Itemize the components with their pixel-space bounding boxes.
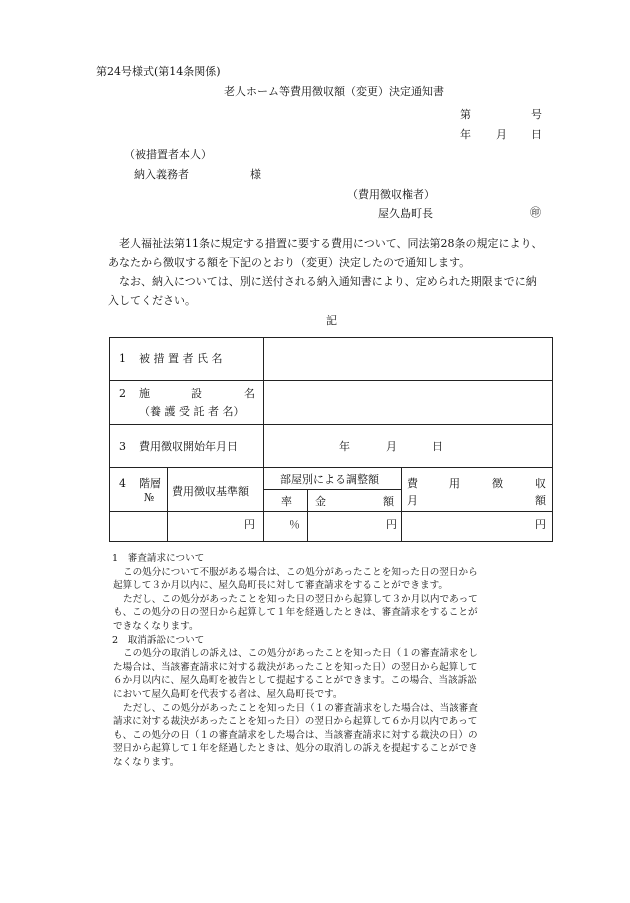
note1-title: 1 審査請求について bbox=[112, 553, 205, 564]
row4-monthly-shuu: 収 bbox=[535, 477, 546, 490]
body-para2-line2: 入してください。 bbox=[108, 294, 196, 307]
note2-line: た場合は、当該審査請求に対する裁決があったことを知った日）の翌日から起算して bbox=[113, 661, 478, 673]
row4-adjust-label: 部屋別による調整額 bbox=[280, 473, 379, 486]
body-para1-line2: あなたから徴収する額を下記のとおり（変更）決定したので通知します。 bbox=[108, 256, 471, 269]
note1-line: できなくなります。 bbox=[113, 620, 199, 632]
note2-line: において屋久島町を代表する者は、屋久島町長です。 bbox=[113, 688, 343, 700]
row4-monthly-chou: 徴 bbox=[492, 477, 503, 490]
document-title: 老人ホーム等費用徴収額（変更）決定通知書 bbox=[224, 85, 444, 98]
note2-title: 2 取消訴訟について bbox=[112, 634, 205, 646]
row4-floor-label: 階層 bbox=[139, 477, 161, 490]
note2-line: ただし、この処分があったことを知った日（１の審査請求をした場合は、当該審査 bbox=[123, 702, 478, 714]
honorific-sama: 様 bbox=[250, 168, 261, 181]
note2-line: なくなります。 bbox=[113, 756, 180, 768]
number-label-dai: 第 bbox=[460, 108, 471, 121]
row4-number: 4 bbox=[119, 477, 126, 490]
unit-percent: ％ bbox=[289, 518, 300, 531]
recipient-group-label: （被措置者本人） bbox=[124, 148, 212, 161]
row3-label: 費用徴収開始年月日 bbox=[139, 440, 238, 453]
unit-yen-monthly: 円 bbox=[535, 518, 546, 531]
note2-line: この処分の取消しの訴えは、この処分があったことを知った日（１の審査請求をし bbox=[123, 648, 478, 660]
note1-line: も、この処分の日の翌日から起算して１年を経過したときは、審査請求をすることが bbox=[113, 607, 478, 619]
note2-line: 翌日から起算して１年を経過したときは、処分の取消しの訴えを提起することができ bbox=[113, 743, 478, 755]
row1-number: 1 bbox=[119, 352, 126, 365]
form-number: 第24号様式(第14条関係) bbox=[96, 65, 221, 78]
row2-number: 2 bbox=[119, 387, 126, 400]
row4-monthly-hi: 費 bbox=[407, 477, 418, 490]
row4-monthly-gaku: 額 bbox=[535, 494, 546, 507]
note2-line: も、この処分の日（１の審査請求をした場合は、当該審査請求に対する裁決の日）の bbox=[113, 729, 478, 741]
row2-label-mei: 名 bbox=[244, 387, 255, 400]
row4-no-label: № bbox=[144, 491, 155, 504]
body-para2-line1: なお、納入については、別に送付される納入通知書により、定められた期限までに納 bbox=[119, 275, 537, 288]
row4-monthly-you: 用 bbox=[449, 477, 460, 490]
row4-monthly-tsuki: 月 bbox=[407, 494, 418, 507]
row3-day: 日 bbox=[432, 440, 443, 453]
date-day-label: 日 bbox=[531, 128, 542, 141]
note2-line: 請求に対する裁決があったことを知った日）の翌日から起算して６か月以内であって bbox=[113, 716, 478, 728]
row4-base-label: 費用徴収基準額 bbox=[172, 485, 249, 498]
row2-label-setsu: 設 bbox=[191, 387, 202, 400]
row4-amount-kin: 金 bbox=[315, 495, 326, 508]
date-year-label: 年 bbox=[460, 128, 471, 141]
issuer-name: 屋久島町長 bbox=[378, 207, 433, 220]
row3-year: 年 bbox=[339, 440, 350, 453]
seal-mark: ㊞ bbox=[530, 206, 541, 219]
note1-line: ただし、この処分があったことを知った日の翌日から起算して３か月以内であって bbox=[123, 593, 478, 605]
row2-label-shi: 施 bbox=[139, 387, 150, 400]
unit-yen-adjust: 円 bbox=[386, 518, 397, 531]
notes-section bbox=[103, 552, 563, 770]
number-label-go: 号 bbox=[531, 108, 542, 121]
row2-sublabel: （養 護 受 託 者 名） bbox=[139, 405, 245, 418]
row4-amount-gaku: 額 bbox=[383, 495, 394, 508]
issuer-role-label: （費用徴収権者） bbox=[347, 188, 435, 201]
row3-number: 3 bbox=[119, 440, 126, 453]
ki-heading: 記 bbox=[326, 314, 337, 327]
row3-month: 月 bbox=[386, 440, 397, 453]
row4-rate-label: 率 bbox=[281, 495, 292, 508]
row1-label: 被 措 置 者 氏 名 bbox=[139, 352, 223, 365]
note1-line: 起算して３か月以内に、屋久島町長に対して審査請求をすることができます。 bbox=[113, 580, 449, 592]
payer-label: 納入義務者 bbox=[134, 168, 189, 181]
body-para1-line1: 老人福祉法第11条に規定する措置に要する費用について、同法第28条の規定により、 bbox=[119, 237, 543, 250]
unit-yen-base: 円 bbox=[244, 518, 255, 531]
date-month-label: 月 bbox=[496, 128, 507, 141]
note1-line: この処分について不服がある場合は、この処分があったことを知った日の翌日から bbox=[123, 566, 478, 578]
note2-line: ６か月以内に、屋久島町を被告として提起することができます。この場合、当該訴訟 bbox=[113, 675, 477, 687]
